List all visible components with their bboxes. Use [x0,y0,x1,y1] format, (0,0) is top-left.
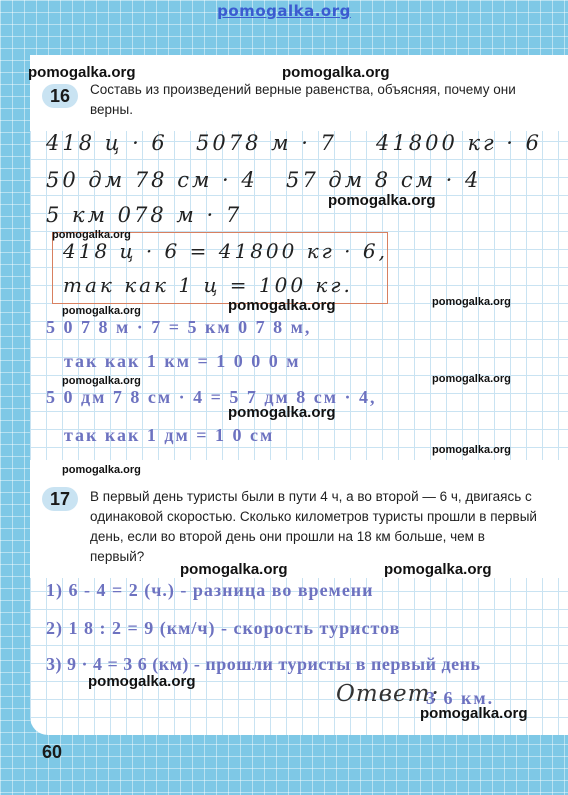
handwritten-product: 418 ц · 6 [46,131,168,155]
boxed-line: 418 ц · 6 = 41800 кг · 6, [63,239,388,263]
watermark: pomogalka.org [384,561,492,578]
watermark: pomogalka.org [62,464,141,476]
watermark: pomogalka.org [62,375,141,387]
page-number: 60 [42,742,63,762]
watermark: pomogalka.org [328,192,436,209]
watermark: pomogalka.org [180,561,288,578]
solution-line: 2) 1 8 : 2 = 9 (км/ч) - скорость туристов [46,618,401,638]
watermark: pomogalka.org [228,404,336,421]
boxed-equation [52,232,388,304]
solution-line: 3) 9 · 4 = 3 6 (км) - прошли туристы в первый день [46,654,481,674]
handwritten-product: 57 дм 8 см · 4 [286,168,482,192]
task17-text: В первый день туристы были в пути 4 ч, а во второй — 6 ч, двигаясь с одинаковой скоростью. Сколько километров туристы прошли в первый день, если во второй день они прошли на 18 км больше, чем в первый? [90,489,537,564]
handwritten-product: 5078 м · 7 [196,131,337,155]
watermark: pomogalka.org [432,373,511,385]
task17-number: 17 [42,487,78,511]
task16-text: Составь из произведений верные равенства, объясняя, почему они верны. [90,82,516,117]
site-link[interactable]: pomogalka.org [217,2,351,20]
boxed-line: так как 1 ц = 100 кг. [63,273,353,297]
watermark: pomogalka.org [62,305,141,317]
typed-line: 5 0 дм 7 8 см · 4 = 5 7 дм 8 см · 4, [46,387,377,407]
typed-line: так как 1 дм = 1 0 см [64,425,275,445]
watermark: pomogalka.org [432,296,511,308]
watermark: pomogalka.org [52,229,131,241]
typed-line: 5 0 7 8 м · 7 = 5 км 0 7 8 м, [46,317,312,337]
handwritten-product: 50 дм 78 см · 4 [46,168,258,192]
answer-value: 3 6 км. [426,688,495,708]
typed-line: так как 1 км = 1 0 0 0 м [64,351,301,371]
watermark: pomogalka.org [28,64,136,81]
task16-number: 16 [42,84,78,108]
workbook-page [30,55,568,735]
watermark: pomogalka.org [228,297,336,314]
watermark: pomogalka.org [432,444,511,456]
solution-line: 1) 6 - 4 = 2 (ч.) - разница во времени [46,580,374,600]
watermark: pomogalka.org [282,64,390,81]
answer-label: Ответ: [336,681,440,707]
handwritten-product: 5 км 078 м · 7 [46,203,243,227]
watermark: pomogalka.org [88,673,196,690]
handwritten-product: 41800 кг · 6 [376,131,543,155]
watermark: pomogalka.org [420,705,528,722]
